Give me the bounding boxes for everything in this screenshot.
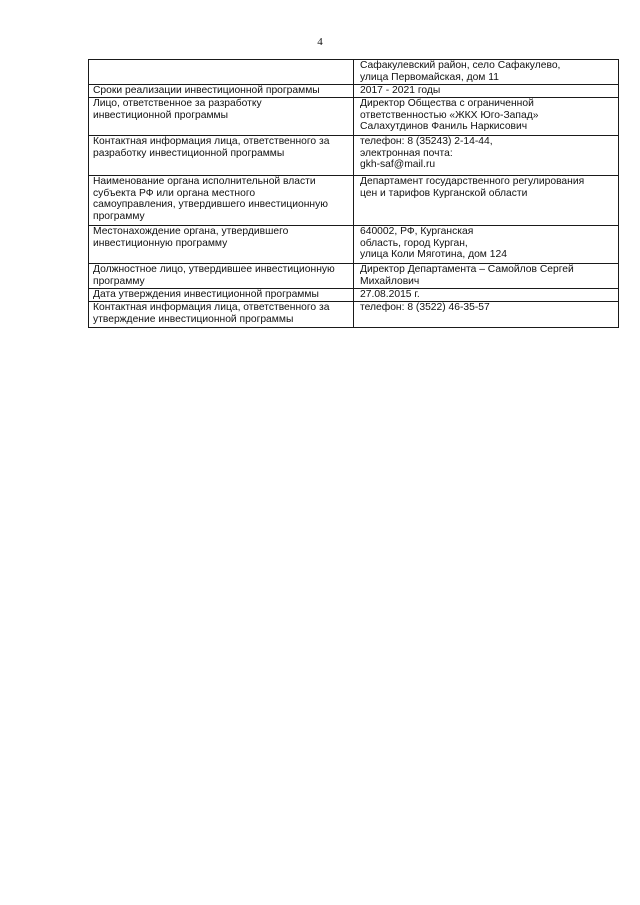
row-value: 2017 - 2021 годы xyxy=(354,85,619,98)
row-label: Наименование органа исполнительной власти субъекта РФ или органа местного самоуправления, утвердившего инвестиционную программу xyxy=(89,176,354,226)
row-label: Лицо, ответственное за разработку инвестиционной программы xyxy=(89,98,354,136)
row-value: Директор Общества с ограниченной ответственностью «ЖКХ Юго-Запад» Салахутдинов Фаниль Наркисович xyxy=(354,98,619,136)
row-label: Должностное лицо, утвердившее инвестиционную программу xyxy=(89,264,354,289)
investment-program-info-table xyxy=(88,59,619,328)
table-row xyxy=(89,264,619,289)
table-row xyxy=(89,136,619,176)
row-value: 640002, РФ, Курганская область, город Курган, улица Коли Мяготина, дом 124 xyxy=(354,226,619,264)
table-row xyxy=(89,176,619,226)
row-value: телефон: 8 (3522) 46-35-57 xyxy=(354,302,619,328)
page-number: 4 xyxy=(317,36,323,48)
table-row xyxy=(89,302,619,328)
row-value: Директор Департамента – Самойлов Сергей Михайлович xyxy=(354,264,619,289)
row-value: телефон: 8 (35243) 2-14-44, электронная почта: gkh-saf@mail.ru xyxy=(354,136,619,176)
table-row xyxy=(89,85,619,98)
row-label xyxy=(89,60,354,85)
row-value: 27.08.2015 г. xyxy=(354,289,619,302)
row-label: Контактная информация лица, ответственного за разработку инвестиционной программы xyxy=(89,136,354,176)
table-row xyxy=(89,98,619,136)
row-label: Дата утверждения инвестиционной программы xyxy=(89,289,354,302)
row-value: Сафакулевский район, село Сафакулево, улица Первомайская, дом 11 xyxy=(354,60,619,85)
table-row xyxy=(89,226,619,264)
table-row xyxy=(89,60,619,85)
table-row xyxy=(89,289,619,302)
row-label: Местонахождение органа, утвердившего инвестиционную программу xyxy=(89,226,354,264)
row-label: Контактная информация лица, ответственного за утверждение инвестиционной программы xyxy=(89,302,354,328)
row-label: Сроки реализации инвестиционной программы xyxy=(89,85,354,98)
row-value: Департамент государственного регулирования цен и тарифов Курганской области xyxy=(354,176,619,226)
